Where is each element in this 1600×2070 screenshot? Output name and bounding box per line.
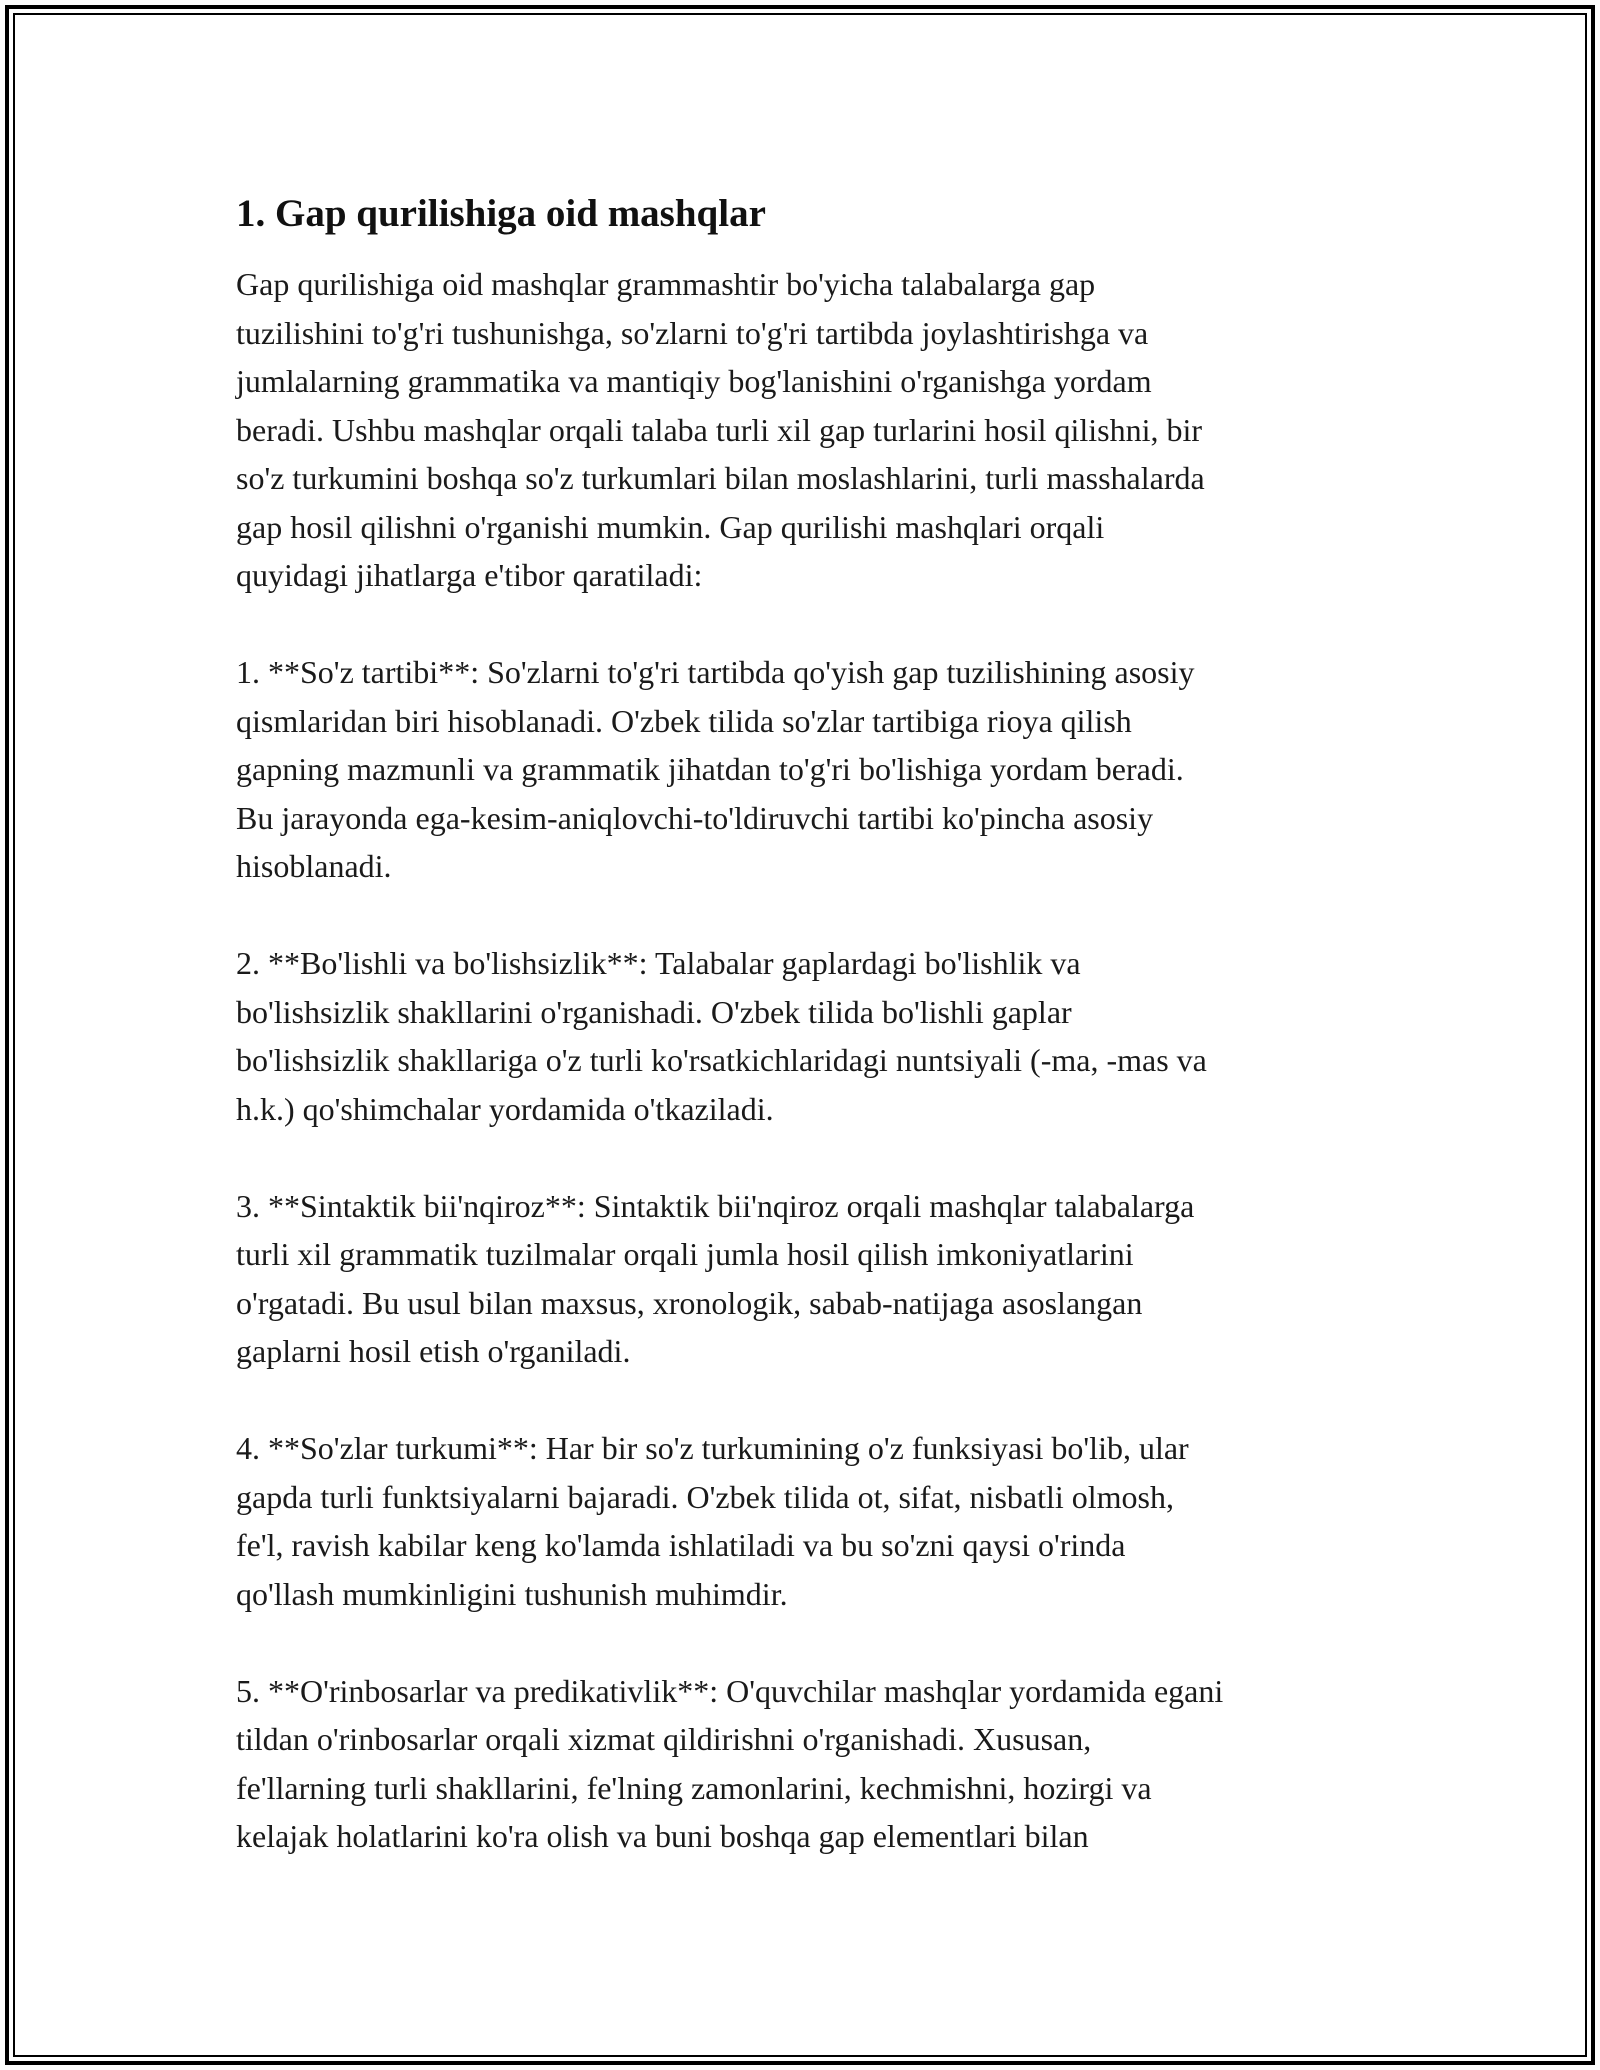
list-item-syntactic: 3. **Sintaktik bii'nqiroz**: Sintaktik bii'nqiroz orqali mashqlar talabalarga turli xil grammatik tuzilmalar orqali jumla hosil qilish imkoniyatlarini o'rgatadi. Bu usul bilan maxsus, xronologik, sabab-natijaga asoslangan gaplarni hosil etish o'rganiladi.: [236, 1187, 1195, 1369]
list-item-pronouns-predicativity: 5. **O'rinbosarlar va predikativlik**: O'quvchilar mashqlar yordamida egani tildan o'rinbosarlar orqali xizmat qildirishni o'rganishadi. Xususan, fe'llarning turli shakllarini, fe'lning zamonlarini, kechmishni, hozirgi va kelajak holatlarini ko'ra olish va buni boshqa gap elementlari bilan: [236, 1672, 1224, 1854]
section-heading: 1. Gap qurilishiga oid mashqlar: [236, 192, 766, 235]
list-item-word-classes: 4. **So'zlar turkumi**: Har bir so'z turkumining o'z funksiyasi bo'lib, ular gapda turli funktsiyalarni bajaradi. O'zbek tilida ot, sifat, nisbatli olmosh, fe'l, ravish kabilar keng ko'lamda ishlatiladi va bu so'zni qaysi o'rinda qo'llash mumkinligini tushunish muhimdir.: [236, 1430, 1189, 1612]
list-item-affirmative-negative: 2. **Bo'lishli va bo'lishsizlik**: Talabalar gaplardagi bo'lishlik va bo'lishsizlik shakllarini o'rganishadi. O'zbek tilida bo'lishli gaplar bo'lishsizlik shakllariga o'z turli ko'rsatkichlaridagi nuntsiyali (-ma, -mas va h.k.) qo'shimchalar yordamida o'tkaziladi.: [236, 945, 1207, 1127]
document-body: [236, 188, 1386, 1861]
intro-paragraph: Gap qurilishiga oid mashqlar grammashtir bo'yicha talabalarga gap tuzilishini to'g'ri tushunishga, so'zlarni to'g'ri tartibda joylashtirishga va jumlalarning grammatika va mantiqiy bog'lanishini o'rganishga yordam beradi. Ushbu mashqlar orqali talaba turli xil gap turlarini hosil qilishni, bir so'z turkumini boshqa so'z turkumlari bilan moslashlarini, turli masshalarda gap hosil qilishni o'rganishi mumkin. Gap qurilishi mashqlari orqali quyidagi jihatlarga e'tibor qaratiladi:: [236, 266, 1205, 593]
list-item-word-order: 1. **So'z tartibi**: So'zlarni to'g'ri tartibda qo'yish gap tuzilishining asosiy qismlaridan biri hisoblanadi. O'zbek tilida so'zlar tartibiga rioya qilish gapning mazmunli va grammatik jihatdan to'g'ri bo'lishiga yordam beradi. Bu jarayonda ega-kesim-aniqlovchi-to'ldiruvchi tartibi ko'pincha asosiy hisoblanadi.: [236, 654, 1195, 884]
